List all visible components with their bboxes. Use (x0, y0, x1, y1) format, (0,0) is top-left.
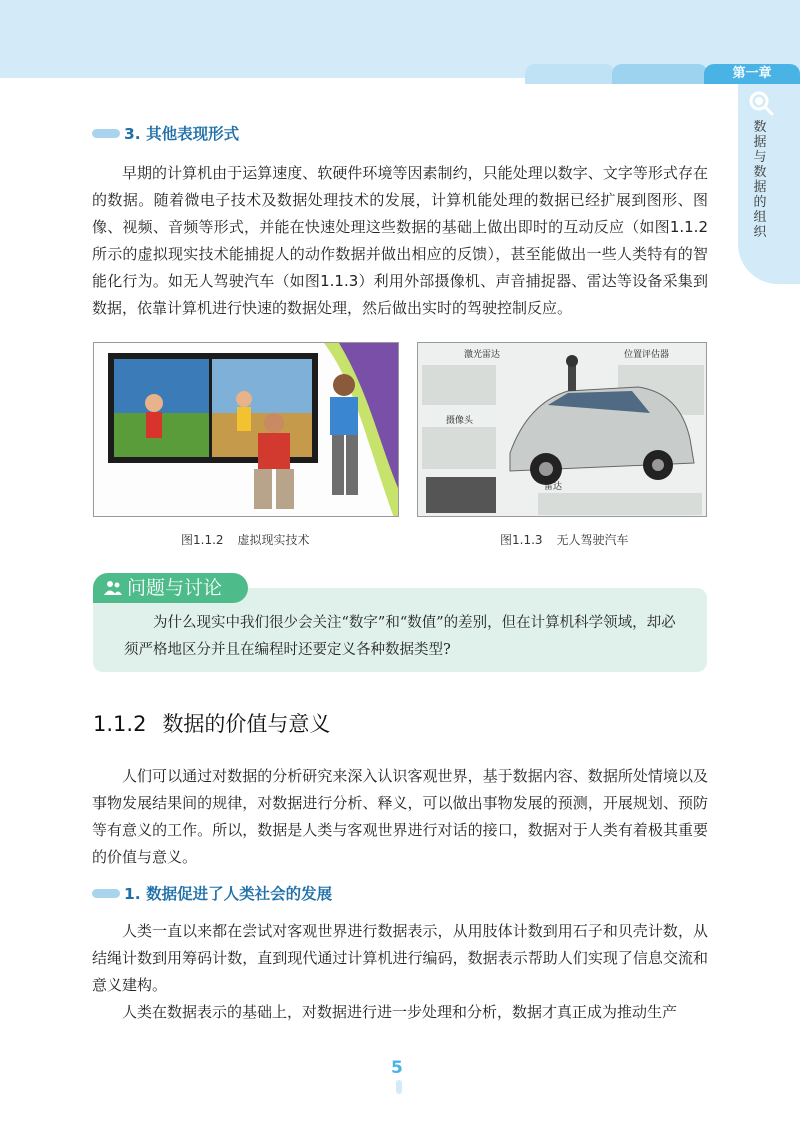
vr-illustration (94, 343, 399, 517)
discussion-tag: 问题与讨论 (93, 573, 248, 603)
section-title-1-1-2: 1.1.2 数据的价值与意义 (93, 712, 331, 736)
discussion-question: 为什么现实中我们很少会关注“数字”和“数值”的差别，但在计算机科学领域，却必须严格地区分并且在编程时还要定义各种数据类型? (124, 615, 676, 658)
subsection1-paragraph-2: 人类在数据表示的基础上，对数据进行进一步处理和分析，数据才真正成为推动生产 (122, 1003, 678, 1021)
figure-vr-image (93, 342, 399, 517)
page-number: 5 (391, 1058, 403, 1078)
side-chapter-title: 数 据 与 数 据 的 组 织 (753, 120, 767, 240)
page-number-decor (396, 1080, 402, 1094)
label-camera: 摄像头 (446, 416, 474, 426)
header-tab-decor-2 (612, 64, 708, 84)
chapter-tab: 第一章 (704, 64, 800, 84)
subsection1-paragraph-1: 人类一直以来都在尝试对客观世界进行数据表示，从用肢体计数到用石子和贝壳计数，从结绳计数到用筹码计数，直到现代通过计算机进行编码，数据表示帮助人们实现了信息交流和意义建构。 (92, 922, 708, 994)
caption-figure-1-1-2: 图1.1.2 虚拟现实技术 (181, 533, 310, 547)
section-heading-other-forms: 3. 其他表现形式 (92, 124, 239, 144)
section3-paragraph: 早期的计算机由于运算速度、软硬件环境等因素制约，只能处理以数字、文字等形式存在的数据。随着微电子技术及数据处理技术的发展，计算机能处理的数据已经扩展到图形、图像、视频、音频等形式，并能在快速处理这些数据的基础上做出即时的互动反应（如图1.1.2所示的虚拟现实技术能捕捉人的动作数据并做出相应的反馈），甚至能做出一些人类特有的智能化行为。如无人驾驶汽车（如图1.1.3）利用外部摄像机、声音捕捉器、雷达等设备采集到数据，依靠计算机进行快速的数据处理，然后做出实时的驾驶控制反应。 (92, 164, 708, 317)
label-lidar: 激光雷达 (464, 350, 501, 360)
car-illustration (418, 343, 707, 517)
header-tab-decor-1 (525, 64, 615, 84)
subsection-heading-society: 1. 数据促进了人类社会的发展 (92, 884, 332, 904)
caption-figure-1-1-3: 图1.1.3 无人驾驶汽车 (500, 533, 629, 547)
label-position: 位置评估器 (624, 350, 670, 360)
label-radar: 雷达 (544, 482, 563, 492)
magnifier-icon (748, 90, 774, 116)
people-icon (103, 580, 123, 596)
figure-self-driving-car-image (417, 342, 707, 517)
section-1-1-2-paragraph: 人们可以通过对数据的分析研究来深入认识客观世界，基于数据内容、数据所处情境以及事物发展结果间的规律，对数据进行分析、释义，可以做出事物发展的预测，开展规划、预防等有意义的工作。所以，数据是人类与客观世界进行对话的接口，数据对于人类有着极其重要的价值与意义。 (92, 767, 708, 866)
